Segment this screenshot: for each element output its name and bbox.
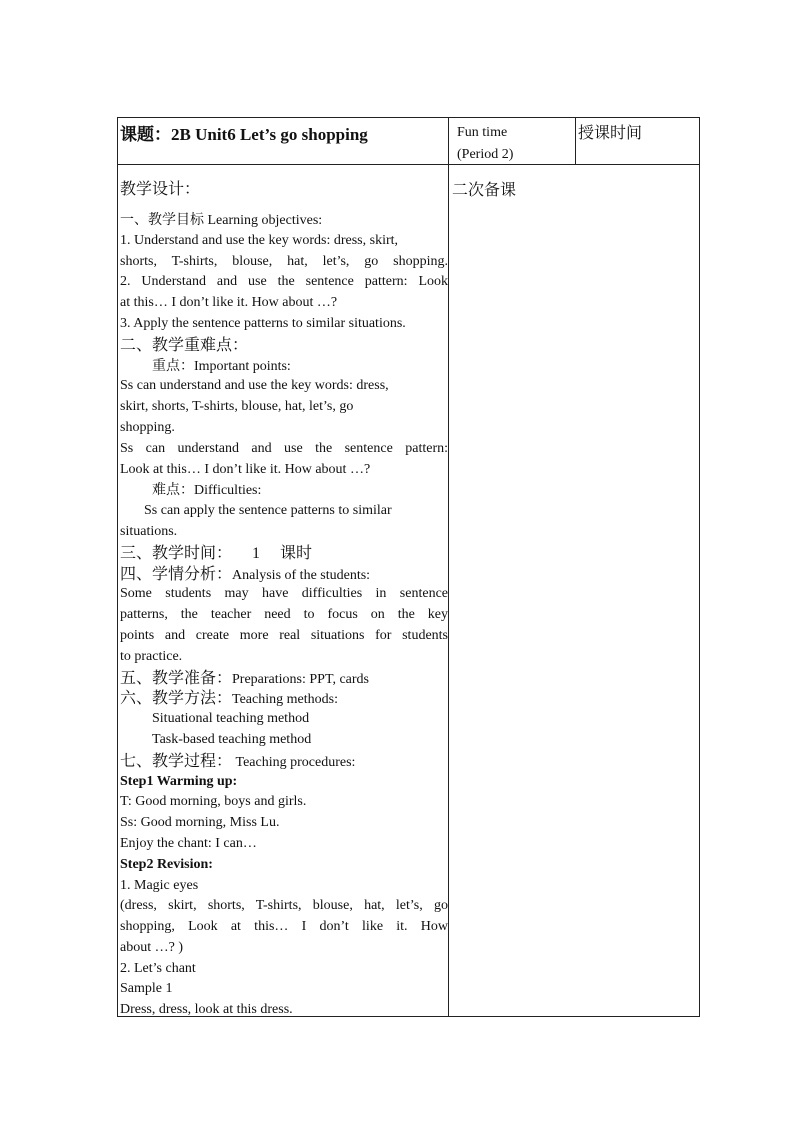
step2-line: Dress, dress, look at this dress. [120,1002,293,1018]
difficulty-line: Ss can apply the sentence patterns to similar [144,503,392,519]
important-point-line: shopping. [120,419,175,435]
step2-line: shopping, Look at this… I don’t like it. How [120,919,448,935]
keypoints-heading: 二、教学重难点： [120,334,249,354]
lesson-title-text: 课题：2B Unit6 Let’s go shopping [120,125,368,144]
important-point-line: Look at this… I don’t like it. How about …? [120,461,371,477]
teaching-time-unit: 课时 [280,542,313,562]
procedures-heading: 七、教学过程： Teaching procedures: [120,750,356,770]
step1-line: T: Good morning, boys and girls. [120,794,307,810]
teaching-time-label: 授课时间 [578,123,643,142]
step1-line: Enjoy the chant: I can… [120,835,257,851]
important-points-heading: 重点：Important points: [152,357,291,374]
analysis-line: patterns, the teacher need to focus on the key [120,607,448,623]
second-prep-label: 二次备课 [452,180,517,199]
lesson-plan-table [117,117,700,1017]
teaching-time-row: 三、教学时间： 1 课时 [120,543,448,564]
important-point-line: Ss can understand and use the sentence pattern: [120,440,448,456]
lesson-period-cell [449,118,575,164]
fun-time-label: Fun time [457,125,508,140]
analysis-line: to practice. [120,648,183,664]
design-title: 教学设计： [120,179,201,198]
step1-title: Step1 Warming up: [120,773,238,789]
lesson-design-column [118,165,448,1021]
analysis-heading: 四、学情分析：Analysis of the students: [120,563,371,583]
teaching-time-cell [576,118,701,164]
step2-line: Sample 1 [120,981,173,997]
teaching-time-value: 1 [252,544,261,562]
analysis-line: Some students may have difficulties in sentence [120,586,448,602]
objective-line: at this… I don’t like it. How about …? [120,295,338,311]
difficulty-line: situations. [120,523,178,539]
step2-line: 2. Let’s chant [120,960,196,976]
objective-line: 1. Understand and use the key words: dress, skirt, [120,232,399,248]
second-preparation-column [450,165,700,200]
difficulties-heading: 难点：Difficulties: [152,482,262,499]
preparations-row: 五、教学准备：Preparations: PPT, cards [120,667,370,687]
step2-title: Step2 Revision: [120,856,213,872]
step2-line: 1. Magic eyes [120,877,199,893]
step1-line: Ss: Good morning, Miss Lu. [120,815,280,831]
objectives-heading: 一、教学目标 Learning objectives: [120,212,323,228]
objective-line: 2. Understand and use the sentence pattern: Look [120,274,448,290]
objective-line: 3. Apply the sentence patterns to similar situations. [120,315,406,331]
method-item: Task-based teaching method [152,731,312,747]
important-point-line: skirt, shorts, T-shirts, blouse, hat, let’s, go [120,399,354,415]
step2-line: (dress, skirt, shorts, T-shirts, blouse, hat, let’s, go [120,898,448,914]
step2-line: about …? ) [120,939,183,955]
lesson-title [118,118,449,164]
important-point-line: Ss can understand and use the key words: dress, [120,378,389,394]
methods-heading: 六、教学方法：Teaching methods: [120,688,338,708]
analysis-line: points and create more real situations for students [120,627,448,643]
method-item: Situational teaching method [152,711,310,727]
column-divider-1 [448,118,449,1016]
period-label: (Period 2) [457,147,514,162]
objective-line: shorts, T-shirts, blouse, hat, let’s, go shopping. [120,253,448,269]
